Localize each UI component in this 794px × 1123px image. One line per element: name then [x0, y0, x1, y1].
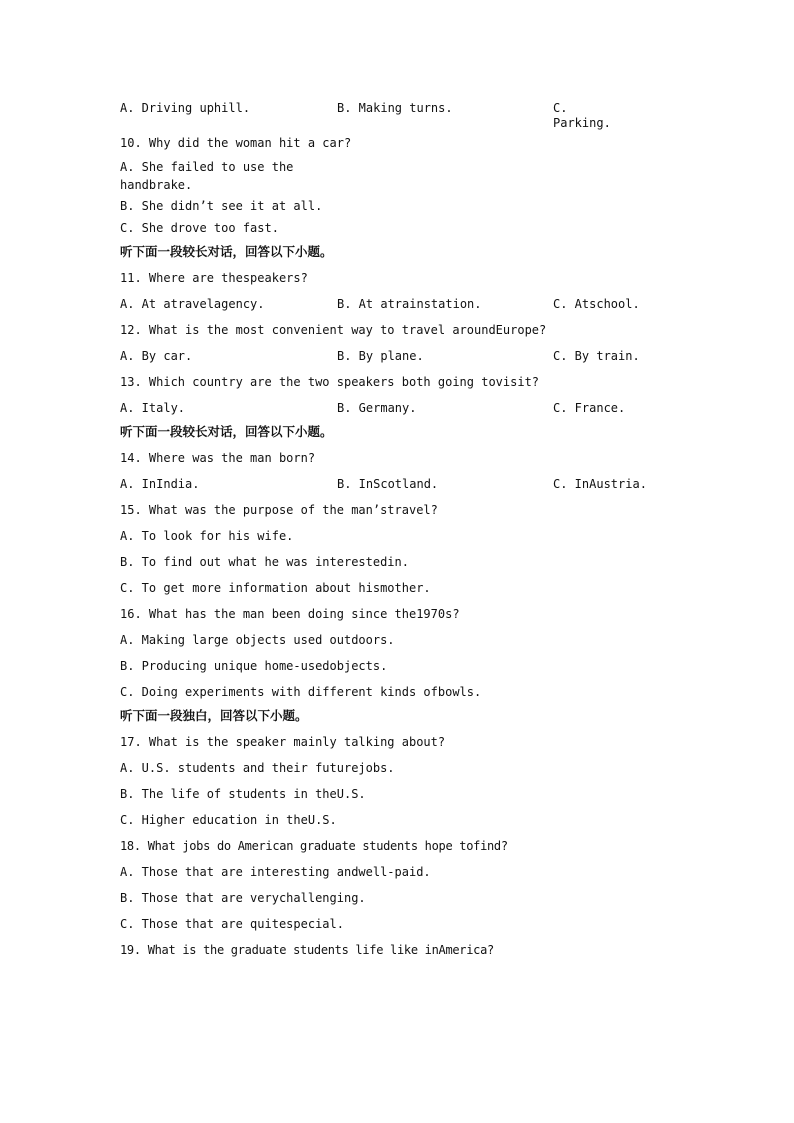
section-heading-2: 听下面一段较长对话，回答以下小题。: [120, 424, 333, 439]
q18-option-c: C. Those that are quitespecial.: [120, 917, 344, 931]
q16-option-b: B. Producing unique home-usedobjects.: [120, 659, 388, 673]
q19-question: 19. What is the graduate students life like inAmerica?: [120, 943, 494, 957]
q18-question: 18. What jobs do American graduate students hope tofind?: [120, 839, 508, 853]
q14-option-a: A. InIndia.: [120, 477, 200, 491]
q11-option-c: C. Atschool.: [553, 297, 640, 311]
q10-option-b: B. She didn’t see it at all.: [120, 199, 323, 213]
q13-option-c: C. France.: [553, 401, 626, 415]
q15-option-a: A. To look for his wife.: [120, 529, 294, 543]
q10-option-c: C. She drove too fast.: [120, 221, 279, 235]
q18-option-a: A. Those that are interesting andwell-paid.: [120, 865, 431, 879]
q9-option-c-text: Parking.: [553, 116, 611, 130]
q12-option-b: B. By plane.: [337, 349, 424, 363]
q9-option-b: B. Making turns.: [337, 101, 453, 115]
q14-option-b: B. InScotland.: [337, 477, 439, 491]
q12-question: 12. What is the most convenient way to travel aroundEurope?: [120, 323, 547, 337]
q17-option-c: C. Higher education in theU.S.: [120, 813, 337, 827]
q13-question: 13. Which country are the two speakers both going tovisit?: [120, 375, 540, 389]
q16-option-c: C. Doing experiments with different kinds ofbowls.: [120, 685, 482, 699]
q15-question: 15. What was the purpose of the man’stravel?: [120, 503, 438, 517]
q13-option-a: A. Italy.: [120, 401, 186, 415]
q10-option-a: A. She failed to use the: [120, 160, 294, 174]
q11-option-b: B. At atrainstation.: [337, 297, 482, 311]
q10-question: 10. Why did the woman hit a car?: [120, 136, 352, 150]
q12-option-a: A. By car.: [120, 349, 193, 363]
q11-option-a: A. At atravelagency.: [120, 297, 265, 311]
q15-option-c: C. To get more information about hismother.: [120, 581, 431, 595]
q15-option-b: B. To find out what he was interestedin.: [120, 555, 409, 569]
q13-option-b: B. Germany.: [337, 401, 417, 415]
q10-option-a-cont: handbrake.: [120, 178, 193, 192]
q14-option-c: C. InAustria.: [553, 477, 647, 491]
q16-question: 16. What has the man been doing since the1970s?: [120, 607, 460, 621]
q16-option-a: A. Making large objects used outdoors.: [120, 633, 395, 647]
q18-option-b: B. Those that are verychallenging.: [120, 891, 366, 905]
section-heading-3: 听下面一段独白，回答以下小题。: [120, 708, 308, 723]
q17-option-a: A. U.S. students and their futurejobs.: [120, 761, 395, 775]
section-heading-1: 听下面一段较长对话，回答以下小题。: [120, 244, 333, 259]
q11-question: 11. Where are thespeakers?: [120, 271, 308, 285]
q12-option-c: C. By train.: [553, 349, 640, 363]
q9-option-c: C.: [553, 101, 568, 115]
q14-question: 14. Where was the man born?: [120, 451, 316, 465]
q17-question: 17. What is the speaker mainly talking about?: [120, 735, 446, 749]
q17-option-b: B. The life of students in theU.S.: [120, 787, 366, 801]
q9-option-a: A. Driving uphill.: [120, 101, 251, 115]
